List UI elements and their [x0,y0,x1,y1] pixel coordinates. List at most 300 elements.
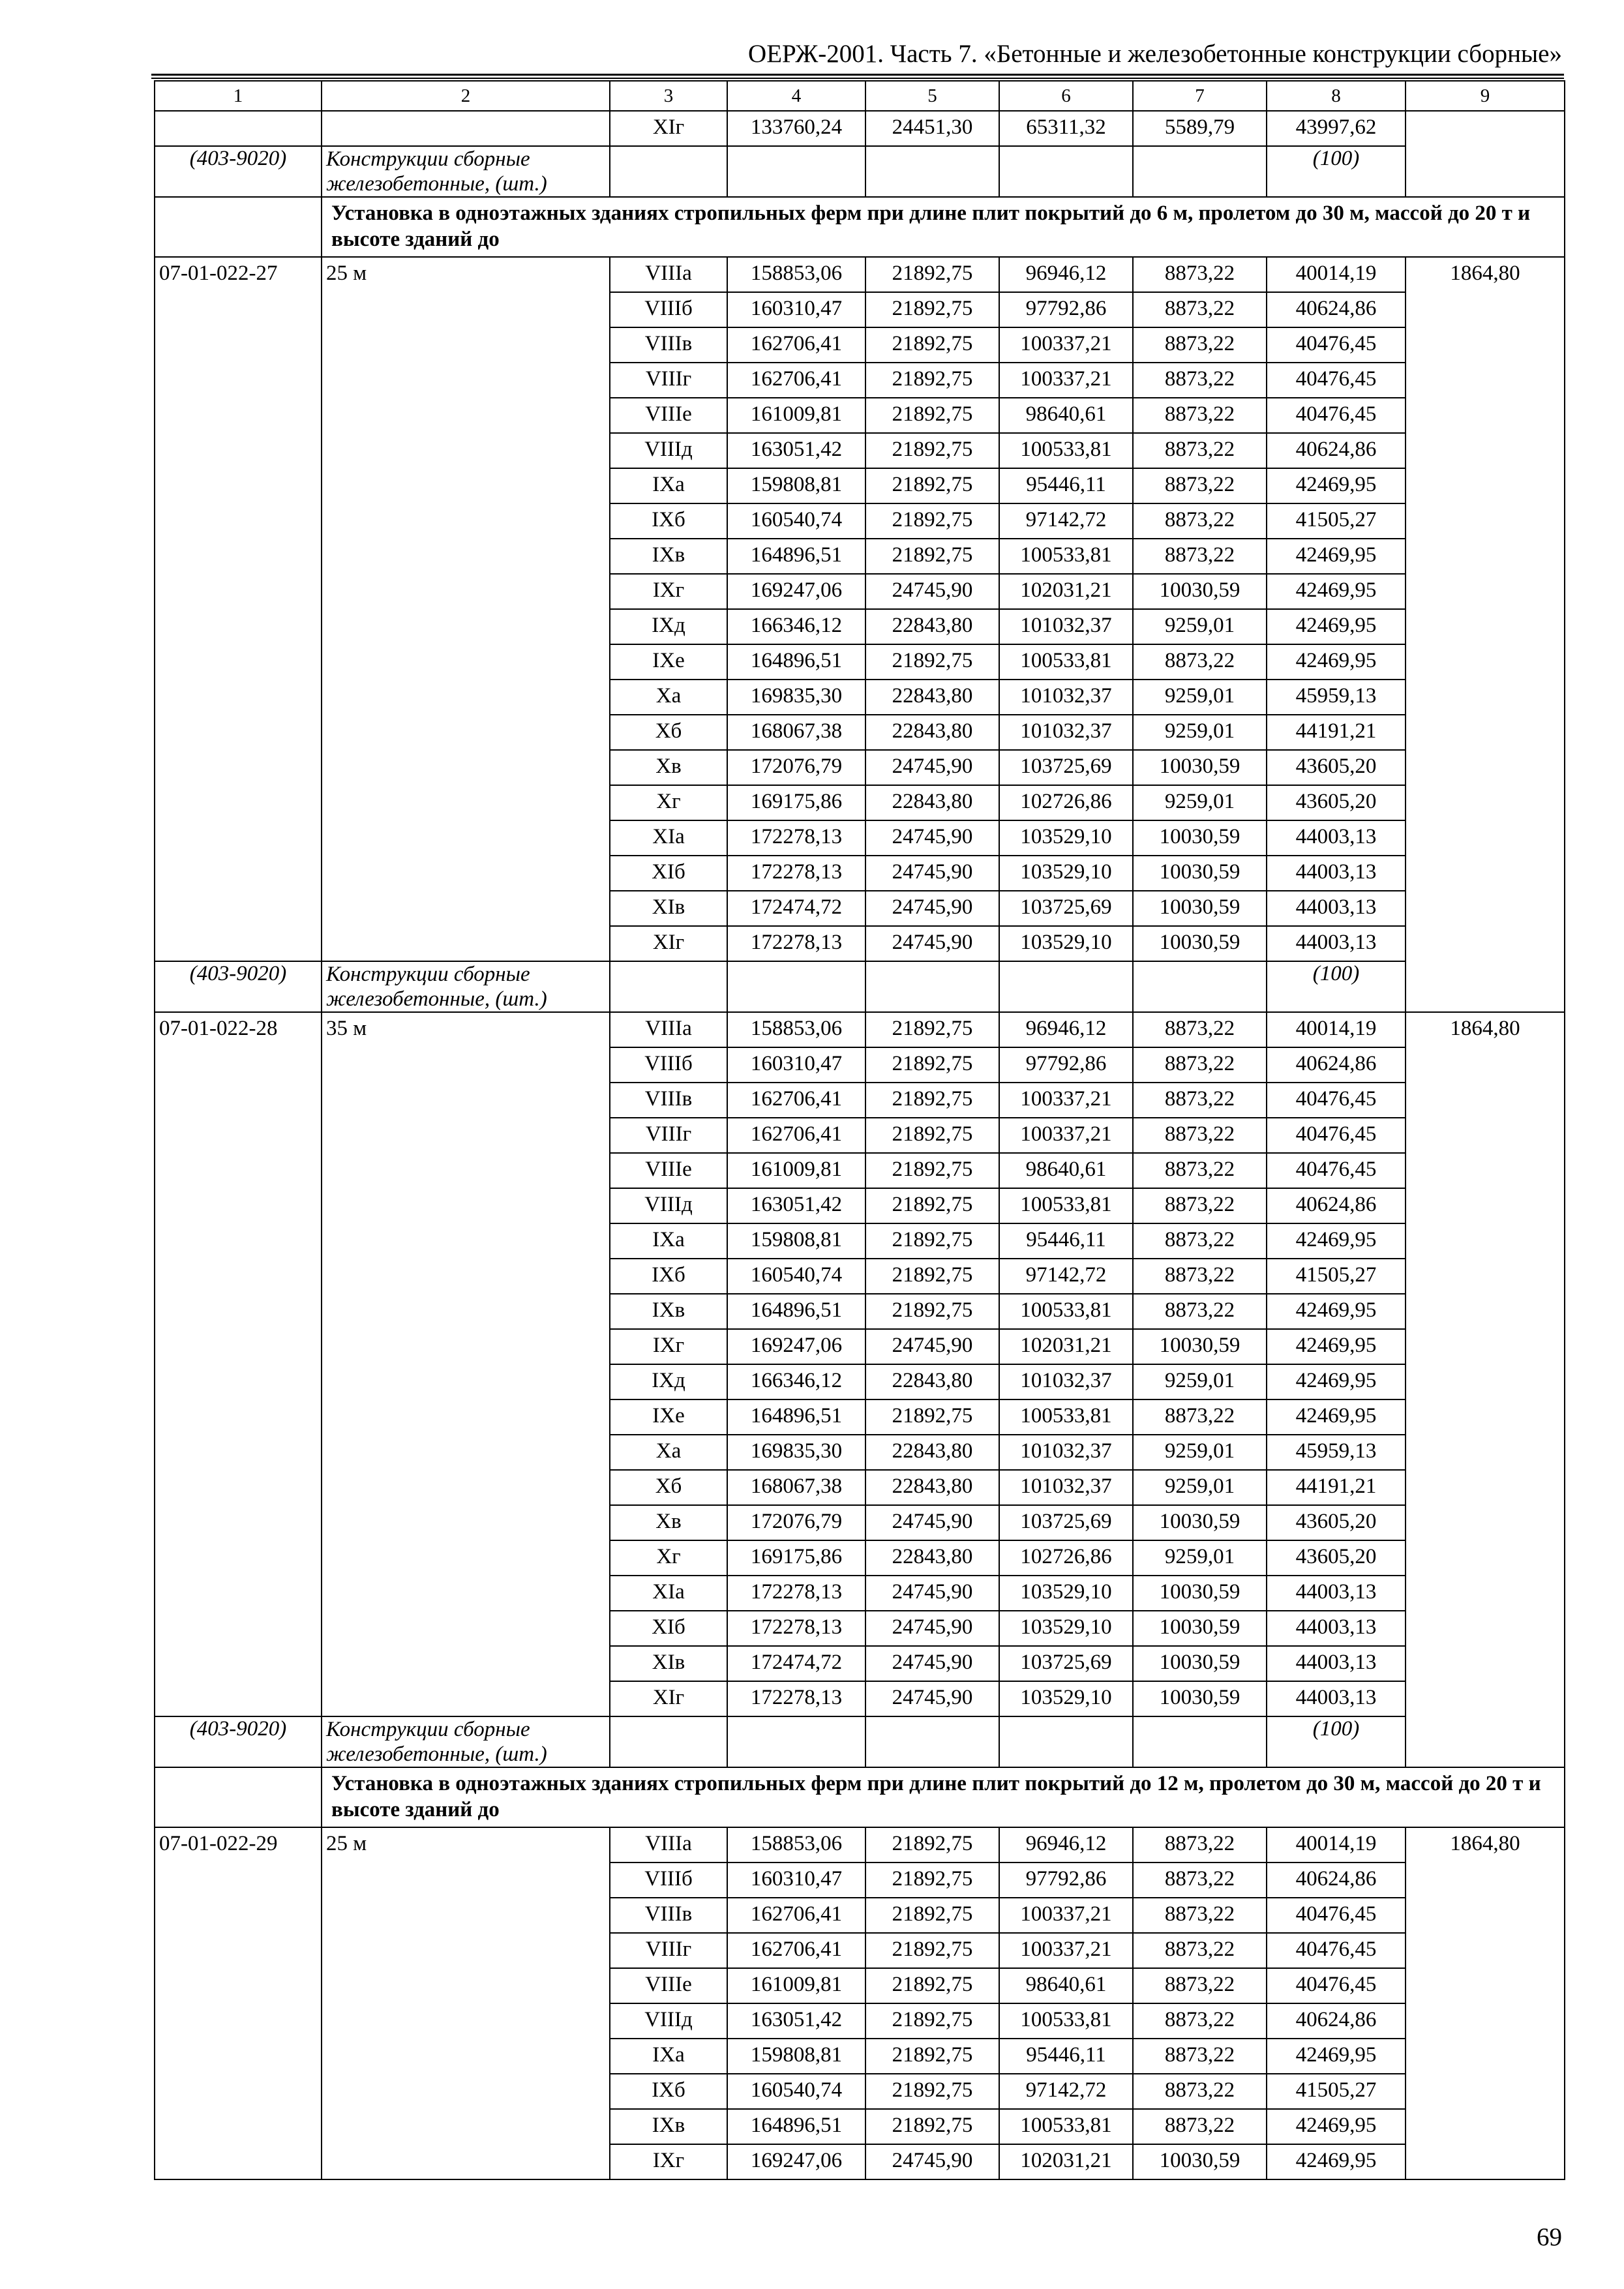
value-cell: 160310,47 [727,1047,865,1083]
value-cell: 103529,10 [999,820,1133,856]
item-code: 07-01-022-29 [155,1827,322,2179]
zone-cell: VIIIб [610,1863,727,1898]
value-cell: 22843,80 [865,1470,999,1505]
value-cell: 42469,95 [1267,539,1406,574]
value-cell: 168067,38 [727,1470,865,1505]
value-cell: 10030,59 [1133,1681,1267,1716]
value-cell: 97142,72 [999,503,1133,539]
value-cell: 100337,21 [999,1118,1133,1153]
value-cell: 21892,75 [865,327,999,363]
value-cell: 40476,45 [1267,1968,1406,2003]
zone-cell: VIIIг [610,363,727,398]
column-number: 6 [999,81,1133,111]
value-cell: 100337,21 [999,327,1133,363]
value-cell: 22843,80 [865,680,999,715]
value-cell: 21892,75 [865,1223,999,1259]
value-cell: 21892,75 [865,503,999,539]
value-cell: 8873,22 [1133,503,1267,539]
section-heading-row [155,1767,1565,1827]
zone-cell: IXа [610,1223,727,1259]
value-cell: 42469,95 [1267,2039,1406,2074]
value-cell: 100337,21 [999,1083,1133,1118]
value-cell: 24745,90 [865,1681,999,1716]
value-cell: 9259,01 [1133,715,1267,750]
zone-cell: XIг [610,926,727,961]
value-cell: 8873,22 [1133,2074,1267,2109]
zone-cell: XIв [610,1646,727,1681]
zone-cell: VIIIе [610,1968,727,2003]
value-cell: 98640,61 [999,398,1133,433]
value-cell: 42469,95 [1267,574,1406,609]
empty-cell [727,1716,865,1767]
value-cell: 8873,22 [1133,1153,1267,1188]
value-cell: 21892,75 [865,1083,999,1118]
zone-cell: IXв [610,1294,727,1329]
value-cell: 172278,13 [727,926,865,961]
table-row [155,1012,1565,1047]
value-cell: 22843,80 [865,785,999,820]
value-cell: 172474,72 [727,1646,865,1681]
zone-cell: VIIIв [610,1898,727,1933]
zone-cell: Xа [610,680,727,715]
item-height: 35 м [322,1012,610,1716]
value-cell: 44003,13 [1267,1576,1406,1611]
value-cell: 10030,59 [1133,1611,1267,1646]
item-code: 07-01-022-28 [155,1012,322,1716]
value-cell: 164896,51 [727,1399,865,1435]
value-cell: 100533,81 [999,644,1133,680]
empty-cell [727,961,865,1012]
value-cell: 40476,45 [1267,1118,1406,1153]
item-height: 25 м [322,257,610,961]
value-cell: 10030,59 [1133,820,1267,856]
value-cell: 40624,86 [1267,1047,1406,1083]
value-cell: 161009,81 [727,398,865,433]
value-cell: 40476,45 [1267,1898,1406,1933]
value-cell: 100337,21 [999,1933,1133,1968]
value-cell: 22843,80 [865,1364,999,1399]
value-cell: 24745,90 [865,926,999,961]
table-row [155,111,1565,146]
value-cell: 40476,45 [1267,327,1406,363]
zone-cell: VIIIа [610,1012,727,1047]
empty-cell [865,1716,999,1767]
value-cell: 172278,13 [727,856,865,891]
value-cell: 162706,41 [727,1118,865,1153]
table-row [155,257,1565,292]
zone-cell: VIIIд [610,1188,727,1223]
value-cell: 43605,20 [1267,750,1406,785]
value-cell: 9259,01 [1133,1540,1267,1576]
zone-cell: Xв [610,1505,727,1540]
value-cell: 21892,75 [865,1047,999,1083]
zone-cell: IXг [610,2144,727,2179]
value-cell: 43605,20 [1267,1505,1406,1540]
value-cell: 42469,95 [1267,2144,1406,2179]
value-cell: 24745,90 [865,1611,999,1646]
zone-cell: VIIIд [610,433,727,468]
material-code: (403-9020) [155,146,322,197]
value-cell: 8873,22 [1133,327,1267,363]
zone-cell: XIб [610,856,727,891]
material-row [155,146,1565,197]
table-body [155,81,1565,2179]
value-cell: 44003,13 [1267,1681,1406,1716]
empty-cell [1133,1716,1267,1767]
value-cell: 44003,13 [1267,926,1406,961]
value-cell: 10030,59 [1133,1576,1267,1611]
value-cell: 97142,72 [999,2074,1133,2109]
value-cell: 24745,90 [865,891,999,926]
zone-cell: VIIIд [610,2003,727,2039]
value-cell: 103725,69 [999,1505,1133,1540]
code-cell [155,111,322,146]
value-cell: 9259,01 [1133,1470,1267,1505]
value-cell: 172278,13 [727,1576,865,1611]
section-heading: Установка в одноэтажных зданиях стропильных ферм при длине плит покрытий до 6 м, пролетом до 30 м, массой до 20 т и высоте зданий до [322,197,1565,257]
item-height: 25 м [322,1827,610,2179]
value-cell: 8873,22 [1133,257,1267,292]
value-cell: 41505,27 [1267,2074,1406,2109]
value-cell: 40476,45 [1267,1153,1406,1188]
value-cell: 162706,41 [727,327,865,363]
value-cell: 22843,80 [865,1540,999,1576]
value-cell: 10030,59 [1133,2144,1267,2179]
value-cell: 9259,01 [1133,609,1267,644]
item-code: 07-01-022-27 [155,257,322,961]
value-cell: 44003,13 [1267,891,1406,926]
value-cell: 163051,42 [727,433,865,468]
value-cell: 172278,13 [727,820,865,856]
value-cell: 10030,59 [1133,750,1267,785]
value-cell: 97792,86 [999,292,1133,327]
value-cell: 10030,59 [1133,1505,1267,1540]
value-cell: 21892,75 [865,2109,999,2144]
value-cell: 24745,90 [865,750,999,785]
value-cell: 40476,45 [1267,1933,1406,1968]
zone-cell: IXб [610,503,727,539]
material-quantity: (100) [1267,146,1406,197]
value-cell: 40624,86 [1267,292,1406,327]
empty-cell [610,1716,727,1767]
value-cell: 24745,90 [865,1505,999,1540]
material-row [155,1716,1565,1767]
item-total: 1864,80 [1406,1012,1565,1767]
zone-cell: VIIIг [610,1933,727,1968]
empty-cell [999,146,1133,197]
value-cell: 168067,38 [727,715,865,750]
value-cell: 44191,21 [1267,1470,1406,1505]
value-cell: 24745,90 [865,856,999,891]
value-cell: 10030,59 [1133,1646,1267,1681]
value-cell: 100533,81 [999,433,1133,468]
zone-cell: Xб [610,1470,727,1505]
value-cell: 160540,74 [727,503,865,539]
value-cell: 158853,06 [727,257,865,292]
value-cell: 100533,81 [999,1399,1133,1435]
value-cell: 24745,90 [865,1576,999,1611]
value-cell: 44191,21 [1267,715,1406,750]
value-cell: 101032,37 [999,1470,1133,1505]
value-cell: 169247,06 [727,2144,865,2179]
value-cell: 160540,74 [727,2074,865,2109]
value-cell: 102031,21 [999,574,1133,609]
value-cell: 44003,13 [1267,1611,1406,1646]
value-cell: 21892,75 [865,292,999,327]
empty-cell [865,961,999,1012]
value-cell: 8873,22 [1133,539,1267,574]
empty-cell [1133,961,1267,1012]
item-total: 1864,80 [1406,257,1565,1012]
zone-cell: IXд [610,609,727,644]
column-number: 7 [1133,81,1267,111]
column-number: 1 [155,81,322,111]
value-cell: 133760,24 [727,111,865,146]
value-cell: 162706,41 [727,363,865,398]
zone-cell: IXа [610,2039,727,2074]
value-cell: 21892,75 [865,1827,999,1863]
value-cell: 103529,10 [999,926,1133,961]
zone-cell: XIа [610,1576,727,1611]
value-cell: 42469,95 [1267,1294,1406,1329]
value-cell: 44003,13 [1267,820,1406,856]
empty-cell [999,1716,1133,1767]
zone-cell: IXв [610,2109,727,2144]
value-cell: 21892,75 [865,433,999,468]
material-quantity: (100) [1267,961,1406,1012]
value-cell: 24745,90 [865,574,999,609]
value-cell: 9259,01 [1133,1435,1267,1470]
value-cell: 42469,95 [1267,644,1406,680]
value-cell: 169247,06 [727,574,865,609]
empty-cell [610,146,727,197]
value-cell: 21892,75 [865,2003,999,2039]
value-cell: 22843,80 [865,715,999,750]
material-name: Конструкции сборные железобетонные, (шт.) [322,1716,610,1767]
column-number-row [155,81,1565,111]
value-cell: 162706,41 [727,1083,865,1118]
zone-cell: XIв [610,891,727,926]
value-cell: 8873,22 [1133,644,1267,680]
value-cell: 9259,01 [1133,785,1267,820]
section-heading-row [155,197,1565,257]
zone-cell: VIIIа [610,1827,727,1863]
value-cell: 8873,22 [1133,1827,1267,1863]
column-number: 8 [1267,81,1406,111]
value-cell: 42469,95 [1267,609,1406,644]
empty-cell [610,961,727,1012]
value-cell: 159808,81 [727,2039,865,2074]
value-cell: 21892,75 [865,1118,999,1153]
zone-cell: Xг [610,1540,727,1576]
value-cell: 41505,27 [1267,1259,1406,1294]
value-cell: 166346,12 [727,609,865,644]
page-number: 69 [1537,2223,1562,2251]
value-cell: 40014,19 [1267,1827,1406,1863]
column-number: 4 [727,81,865,111]
value-cell: 5589,79 [1133,111,1267,146]
value-cell: 169175,86 [727,1540,865,1576]
value-cell: 8873,22 [1133,1399,1267,1435]
zone-cell: Xг [610,785,727,820]
value-cell: 160540,74 [727,1259,865,1294]
resource-cell [322,111,610,146]
zone-cell: IXе [610,644,727,680]
value-cell: 42469,95 [1267,468,1406,503]
value-cell: 162706,41 [727,1933,865,1968]
zone-cell: Xа [610,1435,727,1470]
value-cell: 169835,30 [727,680,865,715]
value-cell: 21892,75 [865,1259,999,1294]
zone-cell: IXа [610,468,727,503]
zone-cell: IXд [610,1364,727,1399]
value-cell: 21892,75 [865,644,999,680]
value-cell: 21892,75 [865,1153,999,1188]
zone-cell: XIг [610,111,727,146]
zone-cell: VIIIе [610,398,727,433]
value-cell: 43997,62 [1267,111,1406,146]
value-cell: 40014,19 [1267,257,1406,292]
material-name: Конструкции сборные железобетонные, (шт.) [322,146,610,197]
value-cell: 21892,75 [865,1188,999,1223]
value-cell: 100533,81 [999,2109,1133,2144]
value-cell: 164896,51 [727,1294,865,1329]
value-cell: 10030,59 [1133,856,1267,891]
value-cell: 161009,81 [727,1153,865,1188]
value-cell: 8873,22 [1133,363,1267,398]
value-cell: 8873,22 [1133,292,1267,327]
value-cell: 8873,22 [1133,1968,1267,2003]
value-cell: 21892,75 [865,2039,999,2074]
value-cell: 96946,12 [999,1012,1133,1047]
header-rule-secondary [151,78,1564,79]
value-cell: 163051,42 [727,2003,865,2039]
value-cell: 100337,21 [999,1898,1133,1933]
value-cell: 40624,86 [1267,2003,1406,2039]
value-cell: 101032,37 [999,609,1133,644]
value-cell: 103725,69 [999,891,1133,926]
zone-cell: IXб [610,2074,727,2109]
empty-cell [1133,146,1267,197]
value-cell: 103725,69 [999,1646,1133,1681]
value-cell: 21892,75 [865,1863,999,1898]
value-cell: 100533,81 [999,2003,1133,2039]
value-cell: 24451,30 [865,111,999,146]
value-cell: 21892,75 [865,1933,999,1968]
value-cell: 159808,81 [727,1223,865,1259]
value-cell: 9259,01 [1133,1364,1267,1399]
value-cell: 102726,86 [999,785,1133,820]
value-cell: 169835,30 [727,1435,865,1470]
value-cell: 97142,72 [999,1259,1133,1294]
value-cell: 169175,86 [727,785,865,820]
value-cell: 9259,01 [1133,680,1267,715]
material-code: (403-9020) [155,1716,322,1767]
zone-cell: VIIIе [610,1153,727,1188]
section-heading: Установка в одноэтажных зданиях стропильных ферм при длине плит покрытий до 12 м, пролетом до 30 м, массой до 20 т и высоте зданий до [322,1767,1565,1827]
value-cell: 8873,22 [1133,1012,1267,1047]
item-total [1406,111,1565,197]
value-cell: 164896,51 [727,644,865,680]
empty-cell [865,146,999,197]
value-cell: 102726,86 [999,1540,1133,1576]
value-cell: 43605,20 [1267,785,1406,820]
header-rule [151,74,1564,76]
value-cell: 10030,59 [1133,891,1267,926]
empty-cell [999,961,1133,1012]
column-number: 9 [1406,81,1565,111]
value-cell: 172474,72 [727,891,865,926]
price-table [154,80,1565,2180]
value-cell: 44003,13 [1267,856,1406,891]
value-cell: 65311,32 [999,111,1133,146]
zone-cell: XIг [610,1681,727,1716]
value-cell: 21892,75 [865,539,999,574]
value-cell: 40476,45 [1267,398,1406,433]
value-cell: 21892,75 [865,257,999,292]
value-cell: 103529,10 [999,1681,1133,1716]
material-code: (403-9020) [155,961,322,1012]
zone-cell: VIIIб [610,1047,727,1083]
value-cell: 21892,75 [865,1399,999,1435]
zone-cell: VIIIв [610,1083,727,1118]
value-cell: 10030,59 [1133,1329,1267,1364]
material-row [155,961,1565,1012]
zone-cell: IXг [610,574,727,609]
value-cell: 8873,22 [1133,1259,1267,1294]
value-cell: 160310,47 [727,1863,865,1898]
value-cell: 24745,90 [865,2144,999,2179]
zone-cell: IXв [610,539,727,574]
value-cell: 102031,21 [999,1329,1133,1364]
value-cell: 43605,20 [1267,1540,1406,1576]
value-cell: 21892,75 [865,1294,999,1329]
value-cell: 96946,12 [999,1827,1133,1863]
zone-cell: Xб [610,715,727,750]
value-cell: 8873,22 [1133,2039,1267,2074]
column-number: 5 [865,81,999,111]
value-cell: 161009,81 [727,1968,865,2003]
zone-cell: VIIIа [610,257,727,292]
page-header-title: ОЕРЖ-2001. Часть 7. «Бетонные и железобетонные конструкции сборные» [748,40,1562,68]
value-cell: 162706,41 [727,1898,865,1933]
value-cell: 42469,95 [1267,1329,1406,1364]
value-cell: 159808,81 [727,468,865,503]
zone-cell: XIа [610,820,727,856]
zone-cell: VIIIб [610,292,727,327]
value-cell: 101032,37 [999,1435,1133,1470]
value-cell: 8873,22 [1133,1188,1267,1223]
value-cell: 160310,47 [727,292,865,327]
value-cell: 95446,11 [999,2039,1133,2074]
value-cell: 24745,90 [865,1329,999,1364]
value-cell: 10030,59 [1133,926,1267,961]
value-cell: 96946,12 [999,257,1133,292]
value-cell: 10030,59 [1133,574,1267,609]
value-cell: 42469,95 [1267,1364,1406,1399]
value-cell: 21892,75 [865,468,999,503]
value-cell: 8873,22 [1133,1118,1267,1153]
value-cell: 101032,37 [999,1364,1133,1399]
value-cell: 102031,21 [999,2144,1133,2179]
value-cell: 40624,86 [1267,433,1406,468]
value-cell: 40476,45 [1267,363,1406,398]
column-number: 3 [610,81,727,111]
value-cell: 100533,81 [999,539,1133,574]
value-cell: 101032,37 [999,680,1133,715]
value-cell: 8873,22 [1133,1863,1267,1898]
value-cell: 158853,06 [727,1827,865,1863]
